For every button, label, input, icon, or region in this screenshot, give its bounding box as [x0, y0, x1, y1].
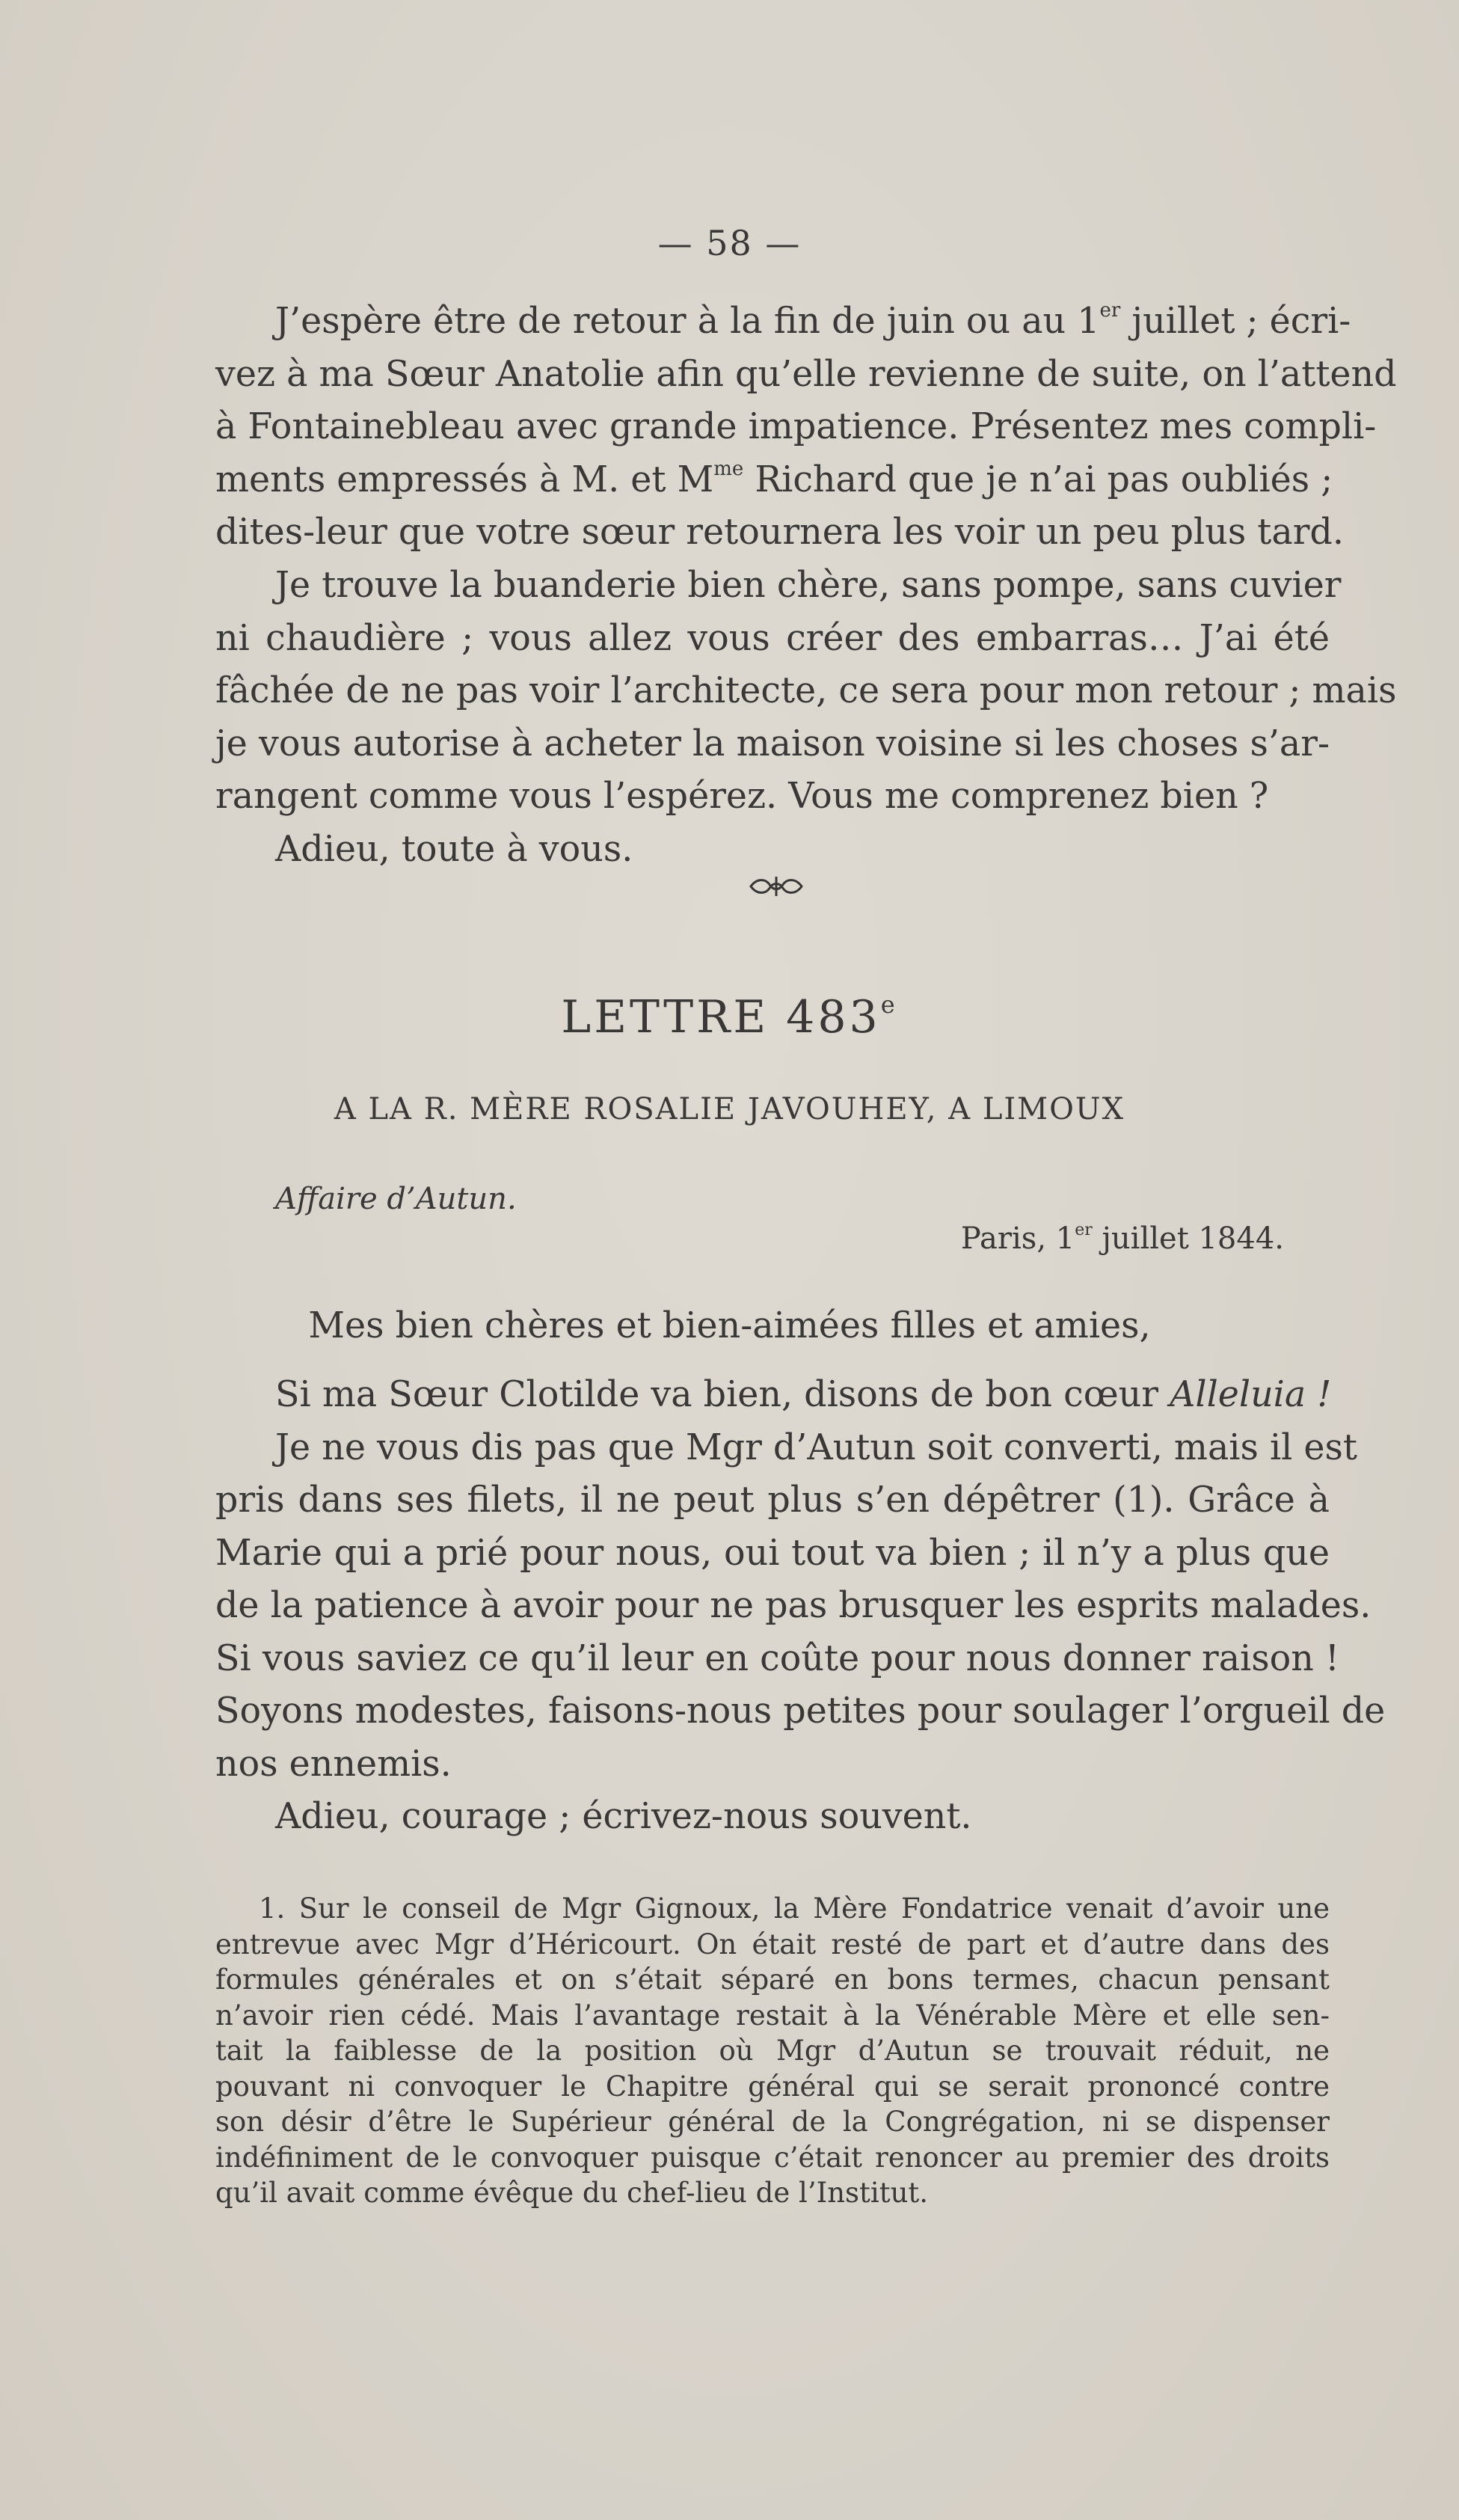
text-line: Si ma Sœur Clotilde va bien, disons de bon cœur Alleluia ! [275, 1374, 1332, 1415]
ornament-icon [748, 875, 805, 898]
text-line: vez à ma Sœur Anatolie afin qu’elle revienne de suite, on l’attend [215, 353, 1397, 395]
text-line: fâchée de ne pas voir l’architecte, ce sera pour mon retour ; mais [215, 670, 1397, 711]
salutation: Mes bien chères et bien-aimées filles et amies, [308, 1305, 1151, 1346]
text-line: J’espère être de retour à la fin de juin ou au 1er juillet ; écri- [275, 299, 1351, 342]
text-line: je vous autorise à acheter la maison voisine si les choses s’ar- [215, 723, 1330, 764]
footnote-line: tait la faiblesse de la position où Mgr d’Autun se trouvait réduit, ne [215, 2035, 1330, 2067]
text-line: à Fontainebleau avec grande impatience. Présentez mes compli- [215, 406, 1377, 447]
text-line: Si vous saviez ce qu’il leur en coûte pour nous donner raison ! [215, 1637, 1339, 1679]
footnote-line: son désir d’être le Supérieur général de la Congrégation, ni se dispenser [215, 2106, 1330, 2138]
closing-line: Adieu, toute à vous. [275, 828, 633, 870]
paragraph-laundry [215, 560, 1397, 876]
text-line: Marie qui a prié pour nous, oui tout va bien ; il n’y a plus que [215, 1532, 1330, 1574]
paragraph-return [215, 295, 1397, 560]
footnote-line: indéfiniment de le convoquer puisque c’était renoncer au premier des droits [215, 2141, 1330, 2174]
footnote-line: pouvant ni convoquer le Chapitre général qui se serait prononcé contre [215, 2070, 1330, 2103]
letter-subject: Affaire d’Autun. [275, 1182, 517, 1216]
text-line: pris dans ses filets, il ne peut plus s’en dépêtrer (1). Grâce à [215, 1480, 1330, 1521]
closing-line: Adieu, courage ; écrivez-nous souvent. [275, 1796, 972, 1837]
footnote-line: 1. Sur le conseil de Mgr Gignoux, la Mère Fondatrice venait d’avoir une [259, 1892, 1330, 1925]
text-line: dites-leur que votre sœur retournera les voir un peu plus tard. [215, 512, 1344, 553]
addressee: A LA R. MÈRE ROSALIE JAVOUHEY, A LIMOUX [334, 1092, 1125, 1126]
footnote-line: n’avoir rien cédé. Mais l’avantage restait à la Vénérable Mère et elle sen- [215, 1999, 1330, 2032]
footnote-line: formules générales et on s’était séparé en bons termes, chacun pensant [215, 1963, 1330, 1996]
text-line: Je trouve la buanderie bien chère, sans pompe, sans cuvier [275, 565, 1342, 606]
text-line: ments empressés à M. et $M^{me}$ Richard que je n’ai pas oubliés ; [215, 457, 1333, 500]
text-line: nos ennemis. [215, 1743, 452, 1785]
paragraph-autun [215, 1369, 1386, 1844]
footnote-line: entrevue avec Mgr d’Héricourt. On était resté de part et d’autre dans des [215, 1928, 1330, 1960]
text-line: ni chaudière ; vous allez vous créer des embarras… J’ai été [215, 617, 1330, 659]
footnote-line: qu’il avait comme évêque du chef-lieu de l’Institut. [215, 2177, 929, 2209]
letter-heading: LETTRE 483e [561, 990, 898, 1043]
text-line: Je ne vous dis pas que Mgr d’Autun soit converti, mais il est [275, 1426, 1358, 1468]
text-line: Soyons modestes, faisons-nous petites pour soulager l’orgueil de [215, 1690, 1386, 1732]
text-line: de la patience à avoir pour ne pas brusquer les esprits malades. [215, 1585, 1372, 1626]
page-number: — 58 — [657, 223, 802, 263]
text-line: rangent comme vous l’espérez. Vous me comprenez bien ? [215, 776, 1269, 817]
dateline: Paris, 1er juillet 1844. [960, 1221, 1284, 1256]
footnote [215, 1891, 1330, 2211]
